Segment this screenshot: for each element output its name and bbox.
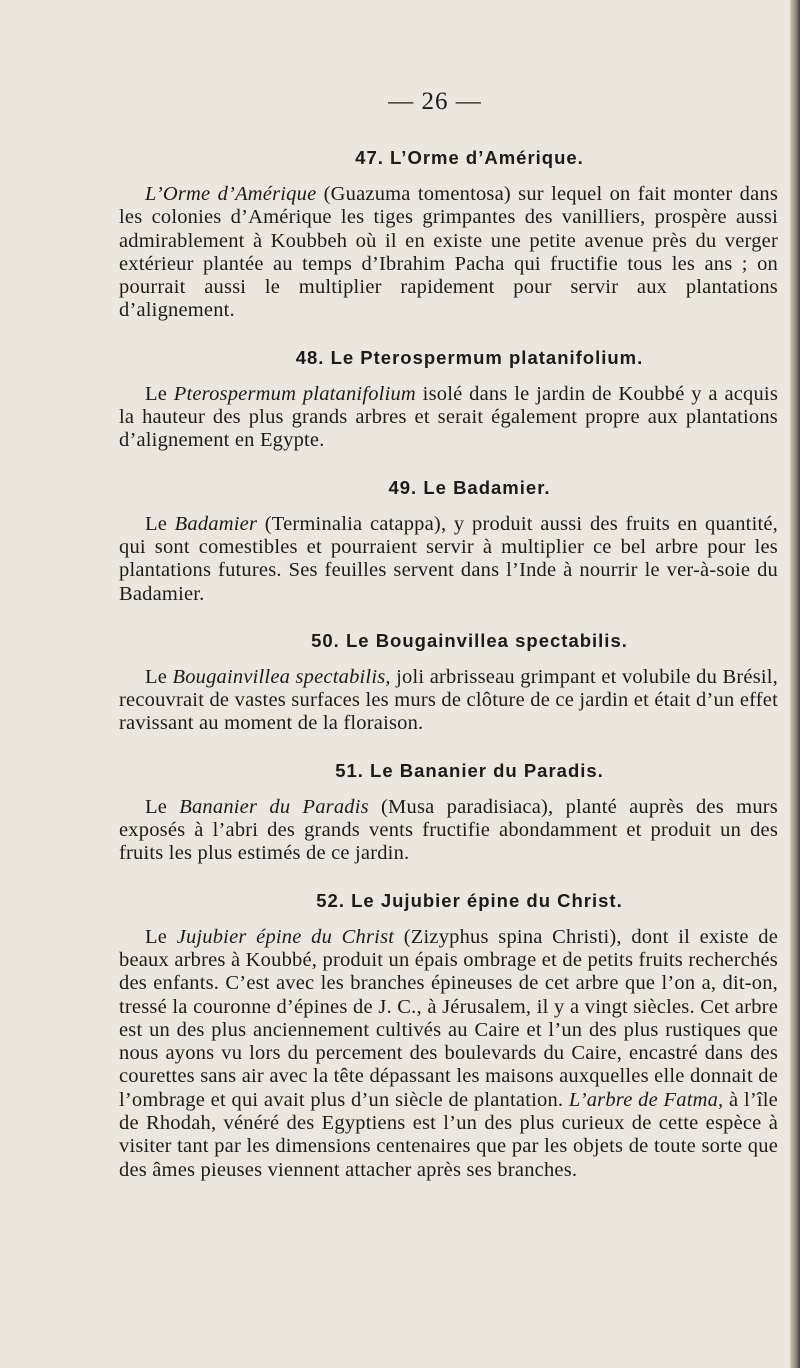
term-italic: Jujubier épine du Christ — [176, 925, 395, 948]
paragraph-text: isolé dans le jardin de Koubbé y a acquis la hauteur des plus grands arbres et serait également propre aux plantations d’alignement en Egypte. — [119, 382, 779, 452]
paragraph-48 — [119, 383, 778, 453]
term-italic: Bananier du Paradis — [179, 795, 369, 818]
term-italic: L’Orme d’Amérique — [145, 183, 317, 205]
paragraph-pre: Le — [145, 512, 175, 535]
paragraph-pre: Le — [145, 665, 173, 688]
page-edge — [790, 0, 800, 1368]
paragraph-52 — [119, 926, 778, 1182]
term-italic: Badamier — [174, 512, 258, 535]
section-title-51: 51. Le Bananier du Paradis. — [335, 759, 604, 781]
section-title-47: 47. L’Orme d’Amérique. — [355, 147, 584, 168]
page-content — [119, 145, 778, 1204]
paragraph-text: (Terminalia catappa), y produit aussi des fruits en quantité, qui sont comestibles et pourraient servir à multiplier ce bel arbre pour les plantations futures. Ses feuilles servent dans l’Inde à nourrir le ver-à-soie du Badamier. — [119, 512, 778, 605]
term-italic: Bougainvillea spectabilis, — [172, 665, 391, 688]
paragraph-text: (Musa paradisiaca), planté auprès des murs exposés à l’abri des grands vents fructifie abondamment et produit un des fruits les plus estimés de ce jardin. — [119, 795, 778, 865]
term-italic: Pterospermum platanifolium — [173, 382, 416, 405]
paragraph-pre: Le — [145, 925, 177, 948]
section-title-48: 48. Le Pterospermum platanifolium. — [295, 346, 644, 368]
paragraph-49 — [119, 513, 778, 606]
paragraph-text: joli arbrisseau grimpant et volubile du Brésil, recouvrait de vastes surfaces les murs de clôture de ce jardin et était d’un effet ravissant au moment de la floraison. — [119, 665, 778, 735]
section-title-52: 52. Le Jujubier épine du Christ. — [316, 889, 623, 911]
page-number: — 26 — — [388, 88, 482, 115]
paragraph-50 — [119, 666, 778, 736]
paragraph-51 — [119, 796, 778, 866]
paragraph-47 — [119, 183, 778, 323]
paragraph-text: à l’île de Rhodah, vénéré des Egyptiens est l’un des plus curieux de cette espèce à visiter tant par les dimensions centenaires que par les objets de toute sorte que des âmes pieuses viennent attacher après ses branches. — [119, 1088, 778, 1181]
paragraph-text: (Guazuma tomentosa) sur lequel on fait monter dans les colonies d’Amérique les tiges grimpantes des vanilliers, prospère aussi admirablement à Koubbeh où il en existe une petite avenue près du verger extérieur plantée au temps d’Ibrahim Pacha qui fructifie tous les ans ; on pourrait aussi le multiplier rapidement pour servir aux plantations d’alignement. — [119, 183, 779, 322]
section-title-50: 50. Le Bougainvillea spectabilis. — [311, 629, 628, 651]
paragraph-pre: Le — [145, 382, 174, 405]
term-italic: L’arbre de Fatma, — [568, 1088, 724, 1111]
paragraph-text: (Zizyphus spina Christi), dont il existe de beaux arbres à Koubbé, produit un épais ombrage et de petits fruits recherchés des enfants. C’est avec les branches épineuses de cet arbre que l’on a, dit-on, tressé la couronne d’épines de J. C., à Jérusalem, il y a vingt siècles. Cet arbre est un des plus anciennement cultivés au Caire et l’un des plus rustiques que nous ayons vu lors du percement des boulevards du Caire, encastré dans des courettes sans air avec la tête dépassant les maisons auxquelles elle donnait de l’ombrage et qui avait plus d’un siècle de plantation. — [119, 925, 778, 1111]
section-title-49: 49. Le Badamier. — [388, 476, 551, 498]
paragraph-pre: Le — [145, 795, 180, 818]
